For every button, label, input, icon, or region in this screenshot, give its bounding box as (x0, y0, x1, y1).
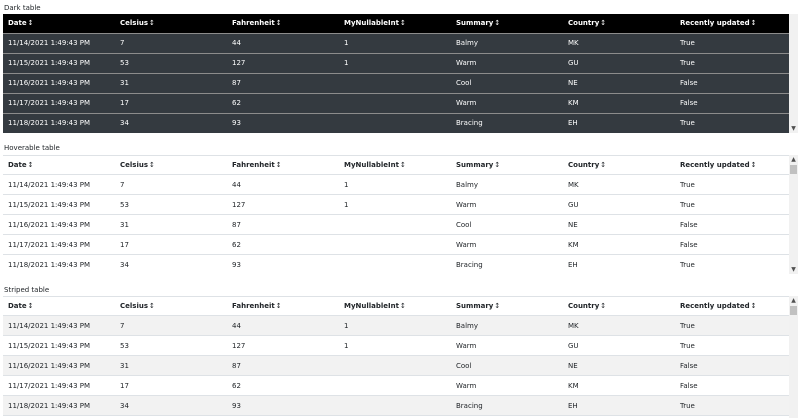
table-cell: 1 (339, 336, 451, 356)
table-cell: 87 (227, 215, 339, 235)
column-header[interactable] (3, 156, 115, 175)
column-header-label: Date (8, 161, 27, 169)
dark-table-container[interactable] (3, 14, 798, 133)
column-header[interactable] (227, 297, 339, 316)
column-header[interactable] (3, 297, 115, 316)
scroll-up-arrow-icon[interactable]: ▲ (791, 297, 796, 304)
column-header[interactable] (339, 297, 451, 316)
table-cell: 34 (115, 396, 227, 416)
table-cell: 44 (227, 33, 339, 53)
column-header[interactable] (563, 14, 675, 33)
table-cell: False (675, 356, 789, 376)
table-cell: Warm (451, 53, 563, 73)
sort-icon[interactable]: ↕ (149, 302, 155, 310)
table-row[interactable] (3, 356, 789, 376)
sort-icon[interactable]: ↕ (27, 161, 34, 169)
sort-icon[interactable]: ↕ (275, 302, 282, 310)
table-cell: Cool (451, 215, 563, 235)
hoverable-table (3, 155, 789, 274)
table-cell: True (675, 53, 789, 73)
table-cell: KM (563, 93, 675, 113)
table-cell: 1 (339, 195, 451, 215)
table-cell: 11/16/2021 1:49:43 PM (3, 356, 115, 376)
table-row[interactable] (3, 33, 789, 53)
section-title-hoverable: Hoverable table (4, 144, 60, 152)
table-cell: Warm (451, 235, 563, 255)
table-cell: True (675, 316, 789, 336)
table-cell: Warm (451, 195, 563, 215)
sort-icon[interactable]: ↕ (149, 19, 155, 28)
table-cell (339, 113, 451, 133)
table-cell: 87 (227, 356, 339, 376)
header-row (3, 156, 789, 175)
sort-icon[interactable]: ↕ (750, 302, 757, 310)
table-cell: Warm (451, 376, 563, 396)
column-header-label: Fahrenheit (232, 19, 275, 28)
sort-icon[interactable]: ↕ (27, 302, 34, 310)
table-cell: 34 (115, 113, 227, 133)
scroll-thumb[interactable] (790, 306, 797, 315)
column-header[interactable] (339, 156, 451, 175)
table-cell: 11/14/2021 1:49:43 PM (3, 175, 115, 195)
table-row[interactable] (3, 255, 789, 275)
table-cell: True (675, 33, 789, 53)
column-header-label: Fahrenheit (232, 161, 275, 169)
header-row (3, 14, 789, 33)
column-header-label: Country (568, 19, 600, 28)
striped-table-container[interactable] (3, 296, 798, 418)
column-header[interactable] (675, 156, 789, 175)
table-cell: 11/18/2021 1:49:43 PM (3, 113, 115, 133)
table-cell: 93 (227, 255, 339, 275)
table-cell: 11/17/2021 1:49:43 PM (3, 376, 115, 396)
table-row[interactable] (3, 175, 789, 195)
column-header-label: Celsius (120, 302, 148, 310)
table-cell (339, 376, 451, 396)
table-cell: True (675, 396, 789, 416)
table-cell: 11/18/2021 1:49:43 PM (3, 396, 115, 416)
scroll-thumb[interactable] (790, 165, 797, 174)
column-header[interactable] (451, 14, 563, 33)
table-cell: 1 (339, 175, 451, 195)
column-header-label: MyNullableInt (344, 302, 399, 310)
column-header-label: Recently updated (680, 161, 750, 169)
table-cell: 53 (115, 53, 227, 73)
table-cell: False (675, 376, 789, 396)
table-cell: True (675, 195, 789, 215)
table-row[interactable] (3, 235, 789, 255)
sort-icon[interactable]: ↕ (600, 302, 607, 310)
table-cell: 1 (339, 316, 451, 336)
table-cell: Balmy (451, 316, 563, 336)
table-cell: 127 (227, 53, 339, 73)
table-cell: Bracing (451, 255, 563, 275)
table-cell: 17 (115, 235, 227, 255)
table-cell: 11/16/2021 1:49:43 PM (3, 73, 115, 93)
column-header-label: MyNullableInt (344, 161, 399, 169)
table-cell (339, 356, 451, 376)
table-cell: True (675, 255, 789, 275)
column-header-label: Summary (456, 19, 494, 28)
table-cell: True (675, 175, 789, 195)
column-header-label: Date (8, 302, 27, 310)
table-cell: EH (563, 255, 675, 275)
sort-icon[interactable]: ↕ (750, 161, 757, 169)
table-cell: GU (563, 195, 675, 215)
table-cell: 44 (227, 316, 339, 336)
table-cell: 7 (115, 33, 227, 53)
table-cell: Cool (451, 356, 563, 376)
section-title-striped: Striped table (4, 286, 50, 294)
column-header[interactable] (675, 297, 789, 316)
sort-icon[interactable]: ↕ (600, 161, 607, 169)
column-header-label: Celsius (120, 161, 148, 169)
table-cell: 11/18/2021 1:49:43 PM (3, 255, 115, 275)
table-row[interactable] (3, 336, 789, 356)
column-header[interactable] (115, 297, 227, 316)
sort-icon[interactable]: ↕ (494, 302, 501, 310)
table-cell: 7 (115, 316, 227, 336)
table-row[interactable] (3, 53, 789, 73)
column-header-label: Date (8, 19, 27, 28)
sort-icon[interactable]: ↕ (400, 161, 406, 169)
table-row[interactable] (3, 113, 789, 133)
table-cell: 1 (339, 33, 451, 53)
sort-icon[interactable]: ↕ (494, 19, 501, 28)
column-header-label: Recently updated (680, 19, 750, 28)
table-cell: MK (563, 175, 675, 195)
hoverable-table-container[interactable] (3, 155, 798, 274)
scroll-down-arrow-icon[interactable]: ▼ (791, 125, 796, 132)
table-cell: 11/14/2021 1:49:43 PM (3, 33, 115, 53)
column-header[interactable] (115, 14, 227, 33)
column-header[interactable] (451, 156, 563, 175)
table-cell: KM (563, 376, 675, 396)
table-cell: GU (563, 53, 675, 73)
table-cell: 87 (227, 73, 339, 93)
table-cell: Warm (451, 336, 563, 356)
table-cell: 11/17/2021 1:49:43 PM (3, 235, 115, 255)
column-header-label: Recently updated (680, 302, 750, 310)
column-header[interactable] (227, 14, 339, 33)
table-cell: 17 (115, 376, 227, 396)
table-row[interactable] (3, 195, 789, 215)
column-header-label: Country (568, 302, 600, 310)
striped-table (3, 296, 789, 416)
table-cell: Cool (451, 73, 563, 93)
table-cell: EH (563, 113, 675, 133)
table-cell: Bracing (451, 396, 563, 416)
sort-icon[interactable]: ↕ (400, 19, 406, 28)
striped-table-scrollbar[interactable] (789, 296, 798, 418)
table-cell: 31 (115, 215, 227, 235)
table-cell: 62 (227, 376, 339, 396)
column-header-label: Summary (456, 302, 494, 310)
table-cell: 127 (227, 336, 339, 356)
table-cell: Bracing (451, 113, 563, 133)
dark-table-body (3, 14, 789, 133)
hoverable-table-scrollbar[interactable] (789, 155, 798, 274)
table-cell: MK (563, 316, 675, 336)
table-cell: 93 (227, 113, 339, 133)
column-header-label: MyNullableInt (344, 19, 399, 28)
column-header[interactable] (3, 14, 115, 33)
table-cell: False (675, 235, 789, 255)
table-cell: Balmy (451, 175, 563, 195)
column-header-label: Summary (456, 161, 494, 169)
column-header[interactable] (227, 156, 339, 175)
table-cell: NE (563, 215, 675, 235)
table-cell (339, 73, 451, 93)
column-header[interactable] (563, 297, 675, 316)
sort-icon[interactable]: ↕ (27, 19, 34, 28)
table-cell: 62 (227, 93, 339, 113)
table-cell: GU (563, 336, 675, 356)
table-row[interactable] (3, 376, 789, 396)
table-cell: True (675, 336, 789, 356)
table-cell (339, 235, 451, 255)
table-cell: Balmy (451, 33, 563, 53)
table-cell: KM (563, 235, 675, 255)
table-cell: 11/17/2021 1:49:43 PM (3, 93, 115, 113)
sort-icon[interactable]: ↕ (400, 302, 406, 310)
column-header-label: Fahrenheit (232, 302, 275, 310)
table-row[interactable] (3, 316, 789, 336)
table-cell (339, 93, 451, 113)
table-cell: 11/15/2021 1:49:43 PM (3, 195, 115, 215)
table-cell: MK (563, 33, 675, 53)
striped-table-body (3, 296, 789, 418)
scroll-up-arrow-icon[interactable]: ▲ (791, 156, 796, 163)
table-row[interactable] (3, 73, 789, 93)
table-cell: 53 (115, 195, 227, 215)
table-cell: 62 (227, 235, 339, 255)
table-cell: 44 (227, 175, 339, 195)
table-cell: NE (563, 356, 675, 376)
table-cell: 11/15/2021 1:49:43 PM (3, 53, 115, 73)
table-row[interactable] (3, 93, 789, 113)
sort-icon[interactable]: ↕ (275, 19, 282, 28)
table-cell: EH (563, 396, 675, 416)
table-cell: 7 (115, 175, 227, 195)
dark-table (3, 14, 789, 133)
column-header[interactable] (339, 14, 451, 33)
table-cell: 31 (115, 356, 227, 376)
table-cell: 31 (115, 73, 227, 93)
dark-table-scrollbar[interactable] (789, 14, 798, 133)
table-row[interactable] (3, 215, 789, 235)
column-header[interactable] (115, 156, 227, 175)
table-cell: False (675, 93, 789, 113)
column-header-label: Celsius (120, 19, 148, 28)
sort-icon[interactable]: ↕ (149, 161, 155, 169)
sort-icon[interactable]: ↕ (275, 161, 282, 169)
table-cell: Warm (451, 93, 563, 113)
table-cell: 1 (339, 53, 451, 73)
table-cell: 34 (115, 255, 227, 275)
table-cell: True (675, 113, 789, 133)
sort-icon[interactable]: ↕ (600, 19, 607, 28)
table-cell: NE (563, 73, 675, 93)
table-cell: 17 (115, 93, 227, 113)
table-cell (339, 255, 451, 275)
table-cell (339, 215, 451, 235)
column-header[interactable] (563, 156, 675, 175)
header-row (3, 297, 789, 316)
table-cell: 11/14/2021 1:49:43 PM (3, 316, 115, 336)
table-row[interactable] (3, 396, 789, 416)
sort-icon[interactable]: ↕ (750, 19, 757, 28)
column-header[interactable] (451, 297, 563, 316)
table-cell: 127 (227, 195, 339, 215)
hoverable-table-body (3, 155, 789, 274)
sort-icon[interactable]: ↕ (494, 161, 501, 169)
scroll-down-arrow-icon[interactable]: ▼ (791, 266, 796, 273)
table-cell (339, 396, 451, 416)
column-header[interactable] (675, 14, 789, 33)
table-cell: False (675, 215, 789, 235)
section-title-dark: Dark table (4, 4, 41, 12)
column-header-label: Country (568, 161, 600, 169)
table-cell: 11/16/2021 1:49:43 PM (3, 215, 115, 235)
table-cell: 53 (115, 336, 227, 356)
table-cell: 93 (227, 396, 339, 416)
table-cell: 11/15/2021 1:49:43 PM (3, 336, 115, 356)
table-cell: False (675, 73, 789, 93)
